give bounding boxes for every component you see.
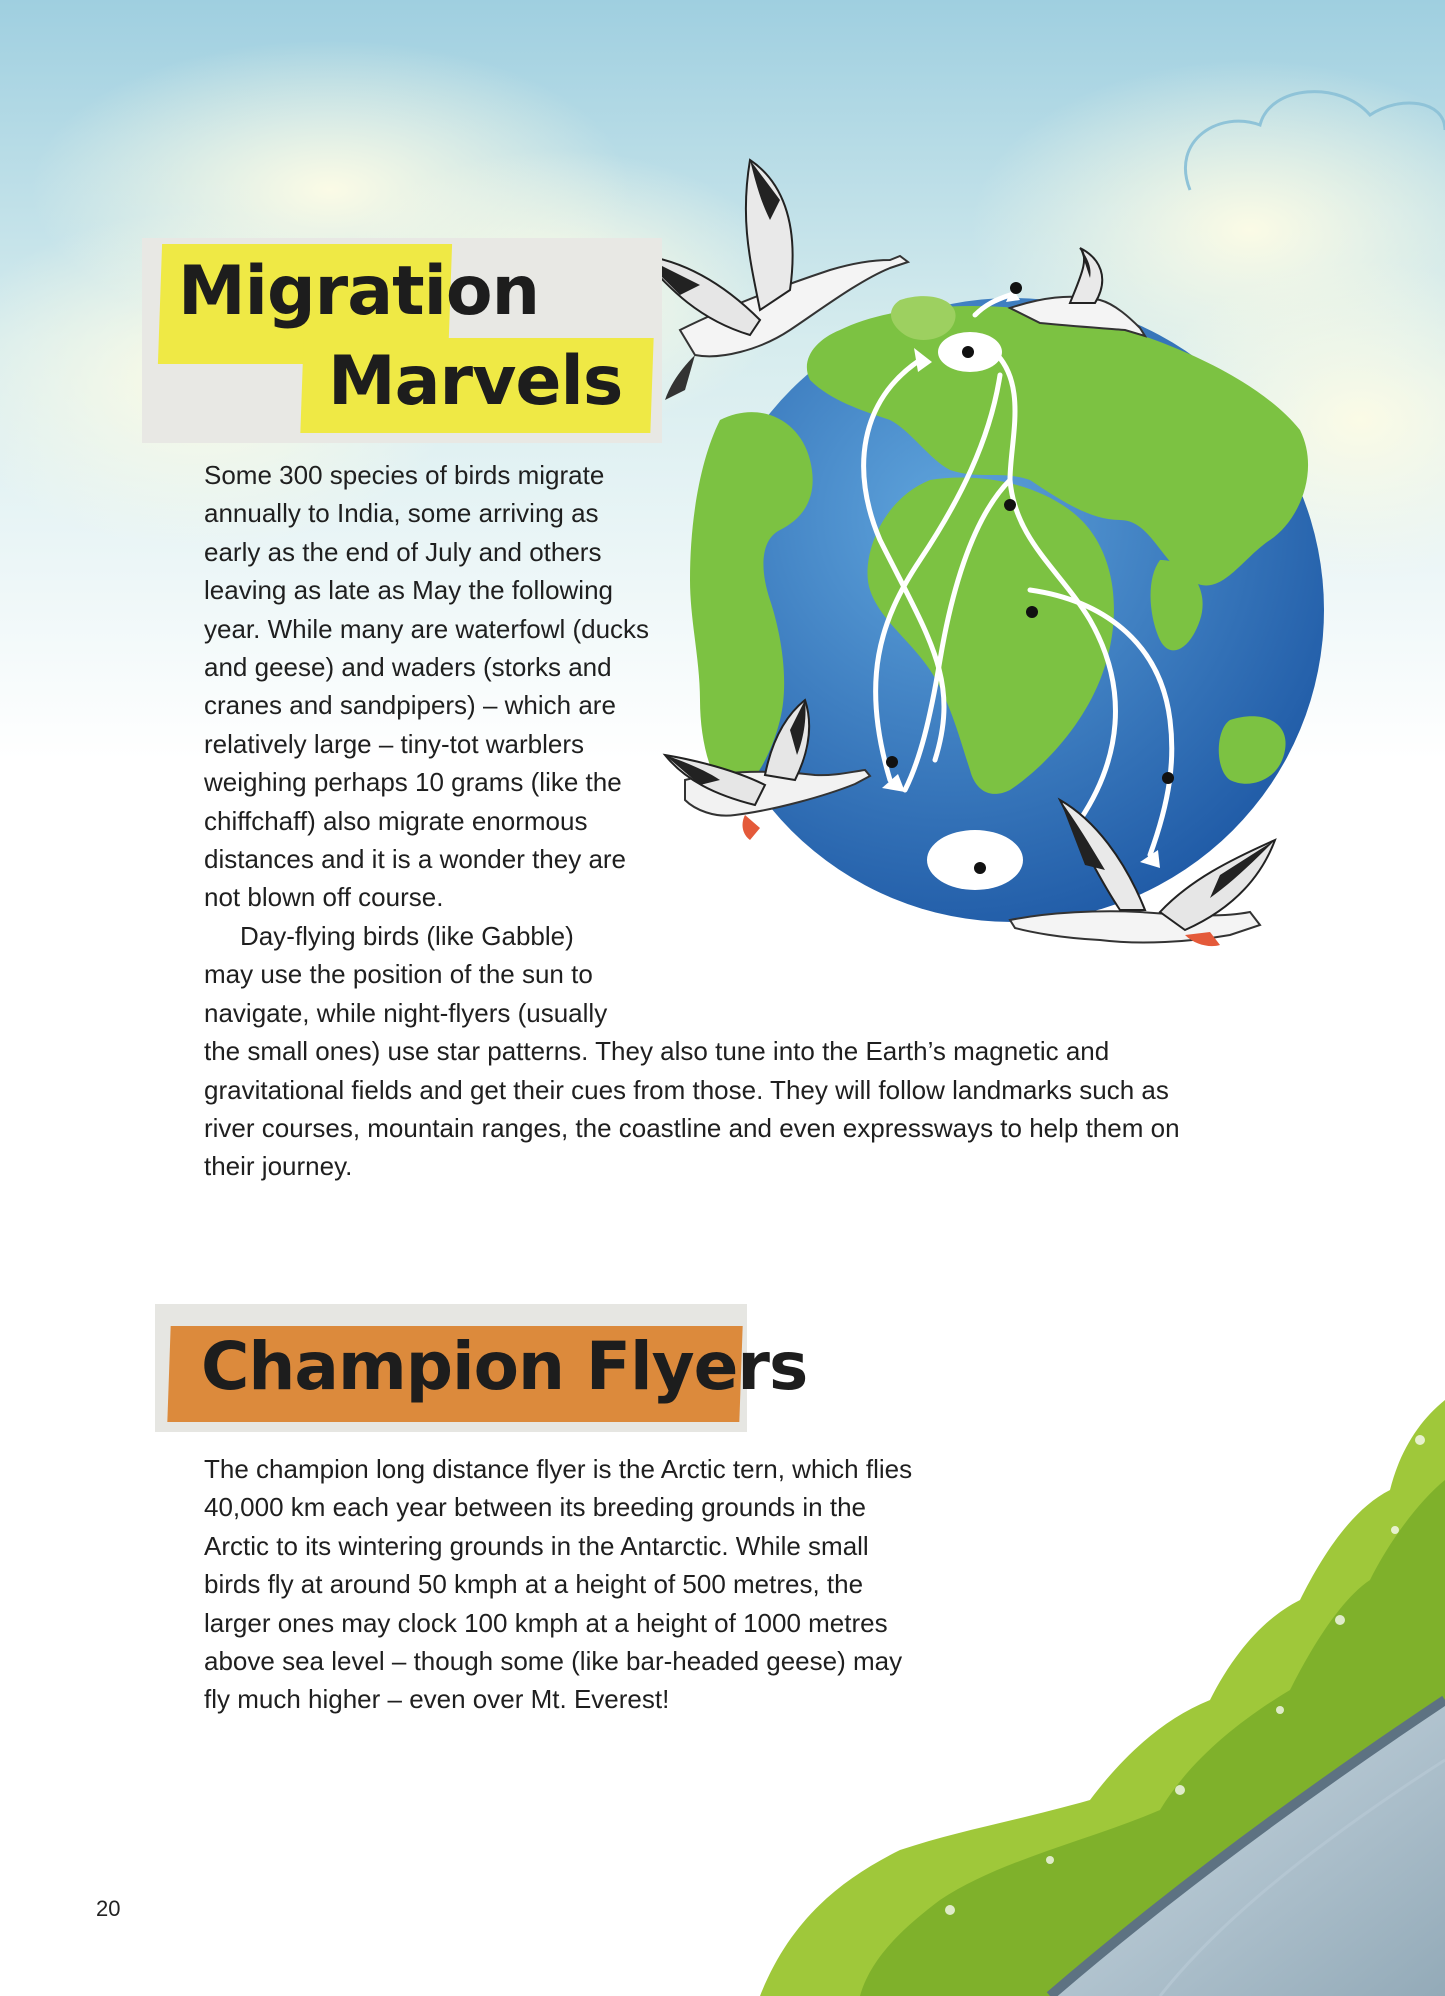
page-number: 20 [96, 1896, 121, 1921]
section-title: Champion Flyers [201, 1328, 808, 1405]
text-line: above sea level – though some (like bar-headed geese) may [204, 1646, 903, 1677]
text-line: cranes and sandpipers) – which are [204, 690, 616, 721]
champion-title-box [155, 1304, 808, 1432]
champion-paragraph [204, 1450, 912, 1719]
text-line: their journey. [204, 1151, 353, 1182]
text-line: fly much higher – even over Mt. Everest! [204, 1684, 670, 1715]
text-line: 40,000 km each year between its breeding grounds in the [204, 1492, 866, 1523]
text-line: The champion long distance flyer is the Arctic tern, which flies [204, 1454, 913, 1484]
text-line: Arctic to its wintering grounds in the Antarctic. While small [204, 1530, 869, 1561]
text-line: leaving as late as May the following [204, 575, 614, 606]
text-line: river courses, mountain ranges, the coastline and even expressways to help them on [204, 1113, 1180, 1144]
text-line: birds fly at around 50 kmph at a height of 500 metres, the [204, 1569, 864, 1600]
text-line: gravitational fields and get their cues from those. They will follow landmarks such as [204, 1074, 1169, 1105]
text-line: Some 300 species of birds migrate [204, 460, 605, 490]
migration-title-box [142, 238, 662, 443]
text-line: not blown off course. [204, 882, 444, 913]
text-line: weighing perhaps 10 grams (like the [204, 767, 622, 798]
text-line: distances and it is a wonder they are [204, 844, 627, 875]
section-title-line2: Marvels [328, 342, 623, 421]
text-line: larger ones may clock 100 kmph at a height of 1000 metres [204, 1607, 888, 1638]
text-line: navigate, while night-flyers (usually [204, 997, 608, 1028]
text-line: Day-flying birds (like Gabble) [240, 921, 574, 951]
migration-paragraph-1 [204, 456, 649, 917]
text-line: relatively large – tiny-tot warblers [204, 728, 585, 759]
text-line: chiffchaff) also migrate enormous [204, 805, 588, 836]
text-line: may use the position of the sun to [204, 959, 593, 990]
text-line: and geese) and waders (storks and [204, 652, 612, 683]
migration-paragraph-2 [204, 917, 1180, 1186]
section-title-line1: Migration [178, 252, 540, 331]
text-line: annually to India, some arriving as [204, 498, 599, 529]
text-line: early as the end of July and others [204, 536, 602, 567]
text-line: the small ones) use star patterns. They also tune into the Earth’s magnetic and [204, 1036, 1110, 1067]
text-line: year. While many are waterfowl (ducks [204, 613, 650, 644]
